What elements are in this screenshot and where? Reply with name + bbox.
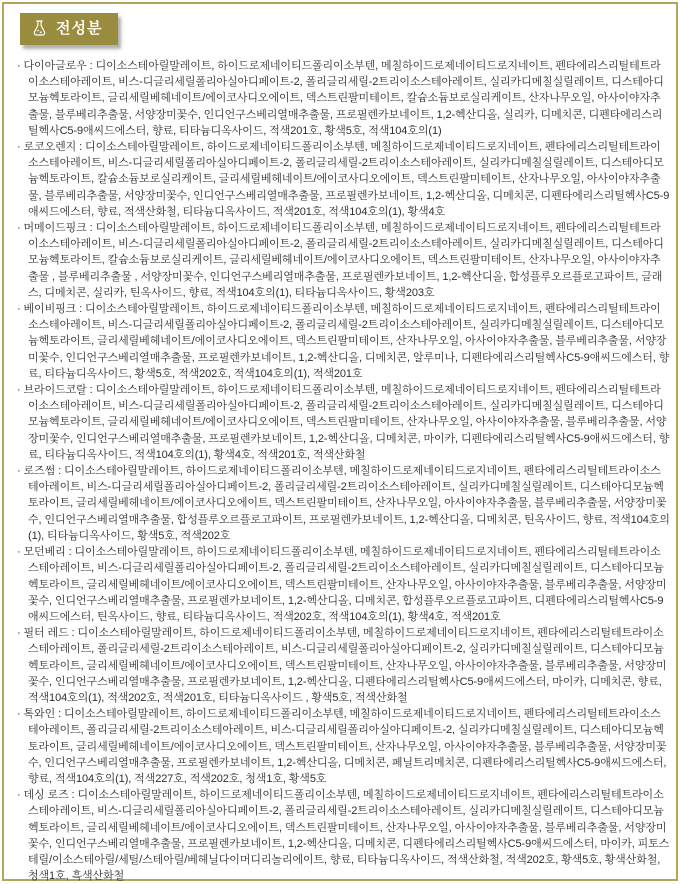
ingredients-text: 디이소스테아릴말레이트, 하이드로제네이티드폴리이소부텐, 메칠하이드로제네이티드로지네이트, 펜타에리스리틸테트라이소스테아레이트, 비스-디글리세릴폴리아실아디페이트-2, 폴리글리세릴-2트리이소스테아레이트, 실리카디메칠실릴레이트, 디스테아디모늄헥토라이트, 글리세릴베헤네이트/에이코사디오에이트, 덱스트린팔미테이트, 칼슘소듐보로실리케이트, 산자나무오일, 아사이야자추출물, 블루베리추출물, 서양장미꽃수, 인디언구스베리열매추출물, 프로필렌카보네이트, 1,2-헥산디올, 실리카, 디메치콘, 디펜타에리스리틸헥사C5-9애씨드에스터, 향료, 티타늄디옥사이드, 적색201호, 황색5호, 적색104호의(1)	[28, 60, 664, 137]
ingredient-entry	[12, 382, 670, 463]
ingredients-text: 디이소스테아릴말레이트, 하이드로제네이티드폴리이소부텐, 메칠하이드로제네이티드로지네이트, 펜타에리스리틸테트라이소스테아레이트, 비스-디글리세릴폴리아실아디페이트-2, 폴리글리세릴-2트리이소스테아레이트, 실리카디메칠실릴레이트, 디스테아디모늄헥토라이트, 글리세릴베헤네이트/에이코사디오에이트, 덱스트린팔미테이트, 산자나무오일, 아사이야자추출물, 블루베리추출물, 서양장미꽃수, 인디언구스베리열매추출물, 프로필렌카보네이트, 1,2-헥산디올, 디메치콘, 합성플루오르플로고파이트, 디펜타에리스리틸헥사C5-9애씨드에스터, 틴옥사이드, 향료, 티타늄디옥사이드, 적색202호, 적색104호의(1), 황색4호, 적색201호	[28, 546, 667, 623]
bullet-marker: ·	[17, 384, 24, 397]
colon-separator: :	[76, 303, 86, 316]
ingredient-entry	[12, 787, 670, 884]
product-name: 브라이드코랄	[23, 384, 87, 397]
product-name: 모던베리	[23, 546, 66, 559]
ingredient-entry	[12, 58, 670, 139]
section-header-badge	[20, 13, 118, 45]
colon-separator: :	[86, 384, 96, 397]
product-name: 톡와인	[23, 708, 56, 721]
ingredient-entry	[12, 220, 670, 301]
ingredients-text: 디이소스테아릴말레이트, 하이드로제네이티드폴리이소부텐, 메칠하이드로제네이티드로지네이트, 펜타에리스리틸테트라이소스테아레이트, 비스-디글리세릴폴리아실아디페이트-2, 폴리글리세릴-2트리이소스테아레이트, 실리카디메칠실릴레이트, 디스테아디모늄헥토라이트, 칼슘소듐보로실리케이트, 글리세릴베헤네이트/에이코사디오에이트, 덱스트린팔미테이트, 산자나무오일, 아사이야자추출물, 블루베리추출물, 서양장미꽃수, 인디언구스베리열매추출물, 프로필렌카보네이트, 1,2-헥산디올, 디메치콘, 디펜타에리스리틸헥사C5-9애씨드에스터, 향료, 적색산화철, 티타늄디옥사이드, 적색201호, 적색104호의(1), 황색4호	[28, 141, 670, 218]
product-name: 로즈썸	[23, 465, 56, 478]
ingredients-text: 디이소스테아릴말레이트, 하이드로제네이티드폴리이소부텐, 메칠하이드로제네이티드로지네이트, 펜타에리스리틸테트라이소스테아레이트, 폴리글리세릴-2트리이소스테아레이트, 비스-디글리세릴폴리아실아디페이트-2, 실리카디메칠실릴레이트, 디스테아디모늄헥토라이트, 글리세릴베헤네이트/에이코사디오에이트, 덱스트린팔미테이트, 산자나무오일, 아사이야자추출물, 블루베리추출물, 서양장미꽃수, 인디언구스베리열매추출물, 프로필렌카보네이트, 1,2-헥산디올, 디펜타에리스리틸헥사C5-9애씨드에스터, 마이카, 디메치콘, 향료, 적색104호의(1), 적색202호, 적색201호, 티타늄디옥사이드 , 황색5호, 적색산화철	[28, 627, 667, 704]
product-name: 다이아글로우	[23, 60, 87, 72]
ingredients-text: 디이소스테아릴말레이트, 하이드로제네이티드폴리이소부텐, 메칠하이드로제네이티드로지네이트, 펜타에리스리틸테트라이소스테아레이트, 폴리글리세릴-2트리이소스테아레이트, 비스-디글리세릴폴리아실아디페이트-2, 실리카디메칠실릴레이트, 디스테아디모늄헥토라이트, 글리세릴베헤네이트/에이코사디오에이트, 덱스트린팔미테이트, 산자나무오일, 아사이야자추출물, 블루베리추출물, 서양장미꽃수, 인디언구스베리열매추출물, 프로필렌카보네이트, 1,2-헥산디올, 디메치콘, 페닐트리메치콘, 디펜타에리스리틸헥사C5-9애씨드에스터, 향료, 적색104호의(1), 적색227호, 적색202호, 청색1호, 황색5호	[28, 708, 667, 785]
ingredient-entry	[12, 706, 670, 787]
bullet-marker: ·	[17, 627, 24, 640]
ingredients-text: 디이소스테아릴말레이트, 하이드로제네이티드폴리이소부텐, 메칠하이드로제네이티드로지네이트, 펜타에리스리틸테트라이소스테아레이트, 비스-디글리세릴폴리아실아디페이트-2, 폴리글리세릴-2트리이소스테아레이트, 실리카디메칠실릴레이트, 디스테아디모늄헥토라이트, 글리세릴베헤네이트/에이코사디오에이트, 덱스트린팔미테이트, 산자나무오일, 아사이야자추출물, 블루베리추출물, 서양장미꽃수, 인디언구스베리열매추출물, 합성플루오르플로고파이트, 프로필렌카보네이트, 1,2-헥산디올, 디메치콘, 틴옥사이드, 향료, 적색104호의(1), 티타늄디옥사이드, 황색5호, 적색202호	[28, 465, 670, 542]
bullet-marker: ·	[17, 546, 24, 559]
colon-separator: :	[55, 465, 64, 478]
bullet-marker: ·	[17, 465, 24, 478]
ingredient-entry	[12, 301, 670, 382]
product-name: 필터 레드	[23, 627, 69, 640]
product-name: 베이비핑크	[23, 303, 77, 316]
bullet-marker: ·	[17, 60, 24, 72]
ingredients-text: 디이소스테아릴말레이트, 하이드로제네이티드폴리이소부텐, 메칠하이드로제네이티드로지네이트, 펜타에리스리틸테트라이소스테아레이트, 비스-디글리세릴폴리아실아디페이트-2, 폴리글리세릴-2트리이소스테아레이트, 실리카디메칠실릴레이트, 디스테아디모늄헥토라이트, 칼슘소듐보로실리케이트, 글리세릴베헤네이트/에이코사디오에이트, 덱스트린팔미테이트, 산자나무오일, 아사이야자추출물 , 블루베리추출물 , 서양장미꽃수, 인디언구스베리열매추출물, 프로필렌카보네이트, 1,2-헥산디올, 합성플루오르플로고파이트, 글래스, 디메치콘, 실리카, 틴옥사이드, 향료, 적색104호의(1), 티타늄디옥사이드, 황색203호	[28, 222, 664, 299]
bullet-marker: ·	[17, 222, 24, 235]
ingredient-entry	[12, 544, 670, 625]
bullet-marker: ·	[17, 708, 24, 721]
colon-separator: :	[86, 60, 96, 72]
ingredient-list	[12, 58, 670, 884]
ingredients-panel	[2, 2, 678, 881]
ingredient-entry	[12, 139, 670, 220]
bullet-marker: ·	[17, 789, 24, 802]
ingredient-entry	[12, 625, 670, 706]
colon-separator: :	[86, 222, 96, 235]
colon-separator: :	[68, 789, 78, 802]
ingredient-entry	[12, 463, 670, 544]
ingredients-text: 디이소스테아릴말레이트, 하이드로제네이티드폴리이소부텐, 메칠하이드로제네이티드로지네이트, 펜타에리스리틸테트라이소스테아레이트, 비스-디글리세릴폴리아실아디페이트-2, 폴리글리세릴-2트리이소스테아레이트, 실리카디메칠실릴레이트, 디스테아디모늄헥토라이트, 글리세릴베헤네이트/에이코사디오에이트, 덱스트린팔미테이트, 산자나무오일, 아사이야자추출물, 블루베리추출물, 서양장미꽃수, 인디언구스베리열매추출물, 프로필렌카보네이트, 1,2-헥산디올, 디메치콘, 알루미나, 디펜타에리스리틸헥사C5-9애씨드에스터, 향료, 티타늄디옥사이드, 황색5호, 적색202호, 적색104호의(1), 적색201호	[28, 303, 670, 380]
section-title: 전성분	[56, 20, 103, 37]
colon-separator: :	[65, 546, 75, 559]
bullet-marker: ·	[17, 303, 24, 316]
flask-icon	[30, 18, 49, 39]
colon-separator: :	[55, 708, 64, 721]
colon-separator: :	[76, 141, 86, 154]
ingredients-text: 디이소스테아릴말레이트, 하이드로제네이티드폴리이소부텐, 메칠하이드로제네이티드로지네이트, 펜타에리스리틸테트라이소스테아레이트, 비스-디글리세릴폴리아실아디페이트-2, 폴리글리세릴-2트리이소스테아레이트, 실리카디메칠실릴레이트, 디스테아디모늄헥토라이트, 글리세릴베헤네이트/에이코사디오에이트, 덱스트린팔미테이트, 산자나무오일, 아사이야자추출물, 블루베리추출물, 서양장미꽃수, 인디언구스베리열매추출물, 프로필렌카보네이트, 1,2-헥산디올, 디메치콘, 마이카, 디펜타에리스리틸헥사C5-9애씨드에스터, 향료, 티타늄디옥사이드, 적색104호의(1), 황색4호, 적색201호, 적색산화철	[28, 384, 670, 461]
ingredients-text: 디이소스테아릴말레이트, 하이드로제네이티드폴리이소부텐, 메칠하이드로제네이티드로지네이트, 펜타에리스리틸테트라이소스테아레이트, 비스-디글리세릴폴리아실아디페이트-2, 폴리글리세릴-2트리이소스테아레이트, 실리카디메칠실릴레이트, 디스테아디모늄헥토라이트, 글리세릴베헤네이트/에이코사디오에이트, 덱스트린팔미테이트, 산자나무오일, 아사이야자추출물, 블루베리추출물, 서양장미꽃수, 인디언구스베리열매추출물, 프로필렌카보네이트, 1,2-헥산디올, 디메치콘, 디펜타에리스리틸헥사C5-9애씨드에스터, 마이카, 피토스테릴/이소스테아릴/세틸/스테아릴/베헤닐다이머디리놀리에이트, 향료, 티타늄디옥사이드, 적색산화철, 적색202호, 황색5호, 황색산화철, 청색1호, 흑색산화철	[28, 789, 670, 883]
product-name: 데싱 로즈	[23, 789, 69, 802]
product-name: 머메이드핑크	[23, 222, 87, 235]
bullet-marker: ·	[17, 141, 24, 154]
product-name: 로코오렌지	[23, 141, 77, 154]
colon-separator: :	[68, 627, 78, 640]
